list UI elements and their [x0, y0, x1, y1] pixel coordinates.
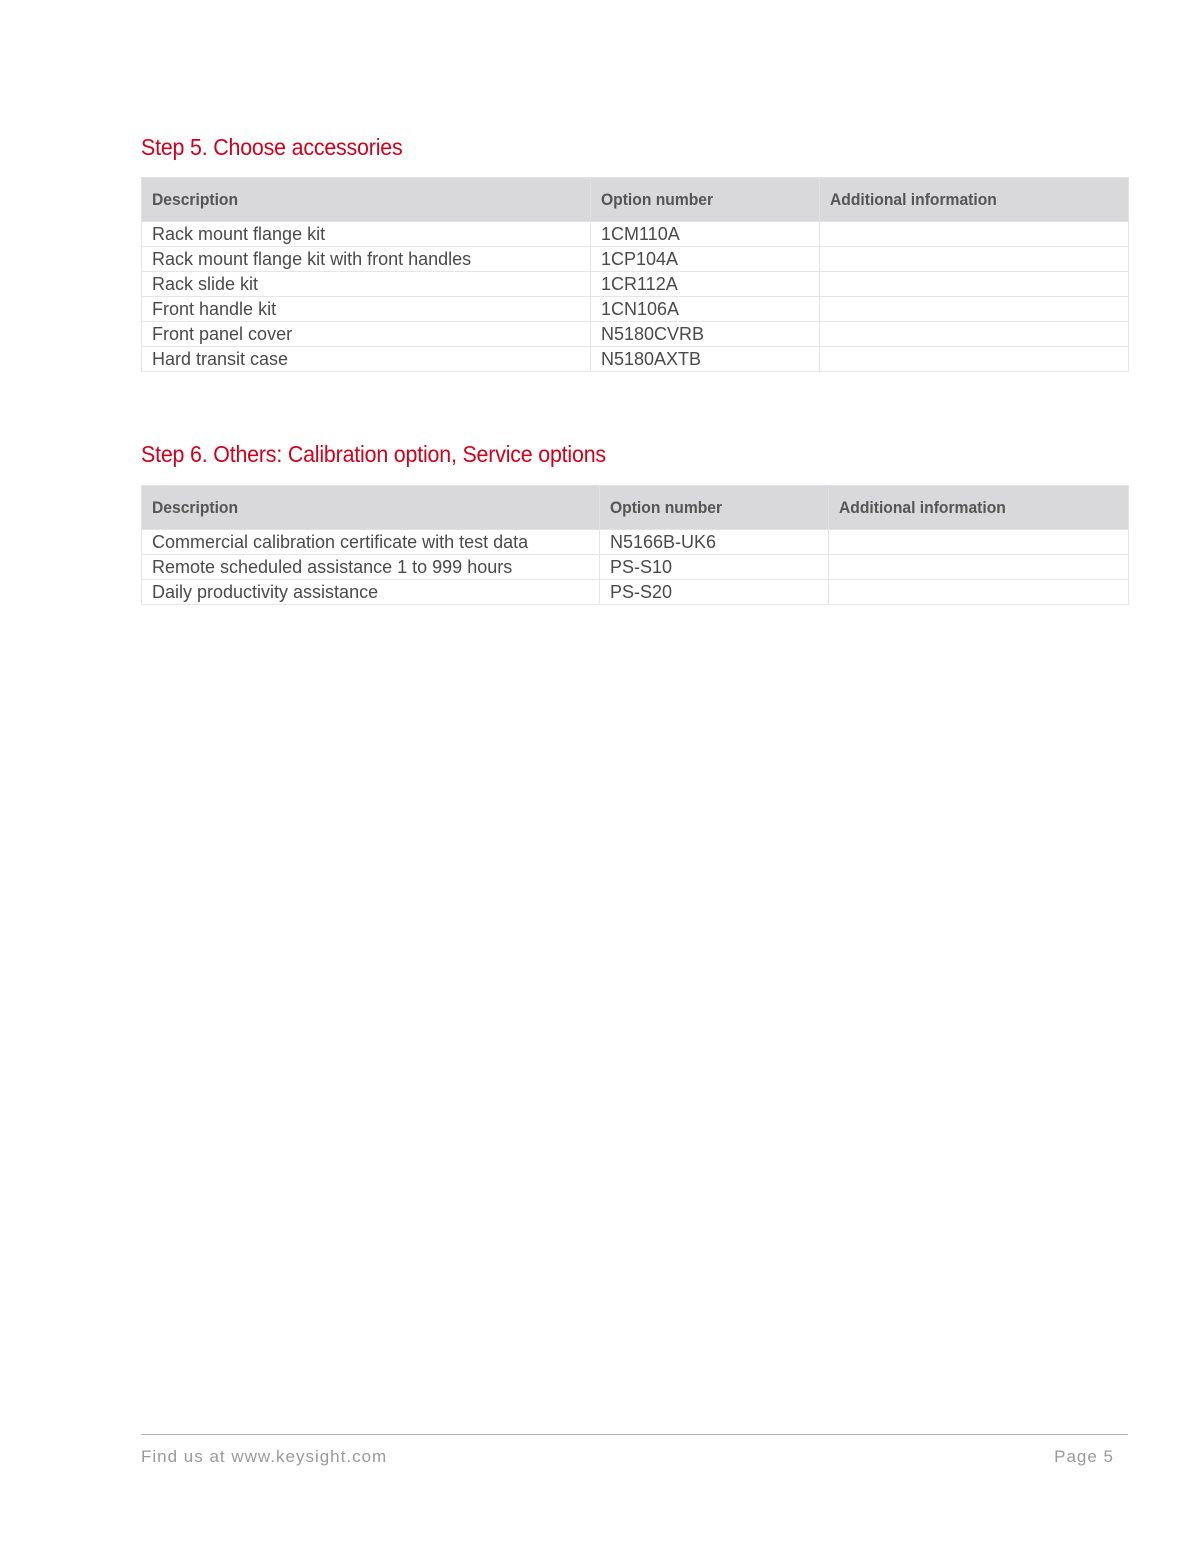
table-row: [142, 530, 1129, 555]
footer-website-text: Find us at www.keysight.com: [141, 1447, 388, 1466]
table-row: [142, 322, 1129, 347]
cell-additional-info: [820, 347, 1129, 372]
section-title-accessories: Step 5. Choose accessories: [141, 134, 403, 160]
column-header-option-number: Option number: [591, 178, 820, 222]
cell-option-number: 1CM110A: [591, 222, 820, 247]
cell-additional-info: [820, 297, 1129, 322]
cell-additional-info: [820, 322, 1129, 347]
cell-description: Rack mount flange kit with front handles: [142, 247, 591, 272]
table-row: [142, 247, 1129, 272]
column-header-additional-info: Additional information: [820, 178, 1129, 222]
column-header-option-number: Option number: [600, 486, 829, 530]
cell-description: Front panel cover: [142, 322, 591, 347]
table-row: [142, 580, 1129, 605]
cell-option-number: PS-S20: [600, 580, 829, 605]
cell-option-number: N5180CVRB: [591, 322, 820, 347]
cell-additional-info: [820, 272, 1129, 297]
cell-additional-info: [829, 555, 1129, 580]
cell-description: Front handle kit: [142, 297, 591, 322]
column-header-additional-info: Additional information: [829, 486, 1129, 530]
cell-description: Daily productivity assistance: [142, 580, 600, 605]
cell-description: Rack slide kit: [142, 272, 591, 297]
table-row: [142, 347, 1129, 372]
cell-description: Hard transit case: [142, 347, 591, 372]
cell-option-number: N5166B-UK6: [600, 530, 829, 555]
cell-additional-info: [829, 580, 1129, 605]
others-table: [141, 485, 1129, 605]
table-row: [142, 222, 1129, 247]
cell-option-number: N5180AXTB: [591, 347, 820, 372]
cell-option-number: 1CN106A: [591, 297, 820, 322]
footer-divider: [141, 1434, 1128, 1435]
accessories-table: [141, 177, 1129, 372]
cell-additional-info: [829, 530, 1129, 555]
table-header-row: [142, 178, 1129, 222]
cell-description: Commercial calibration certificate with test data: [142, 530, 600, 555]
footer-page-number: Page 5: [1054, 1447, 1114, 1466]
cell-additional-info: [820, 222, 1129, 247]
table-row: [142, 272, 1129, 297]
section-title-others: Step 6. Others: Calibration option, Service options: [141, 441, 606, 467]
cell-option-number: 1CR112A: [591, 272, 820, 297]
cell-option-number: 1CP104A: [591, 247, 820, 272]
table-row: [142, 555, 1129, 580]
cell-description: Rack mount flange kit: [142, 222, 591, 247]
cell-additional-info: [820, 247, 1129, 272]
table-row: [142, 297, 1129, 322]
table-header-row: [142, 486, 1129, 530]
cell-option-number: PS-S10: [600, 555, 829, 580]
cell-description: Remote scheduled assistance 1 to 999 hours: [142, 555, 600, 580]
column-header-description: Description: [142, 178, 591, 222]
column-header-description: Description: [142, 486, 600, 530]
